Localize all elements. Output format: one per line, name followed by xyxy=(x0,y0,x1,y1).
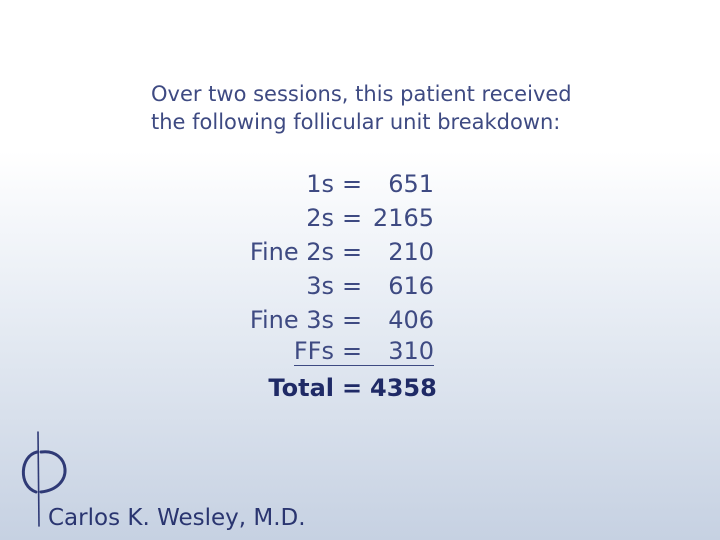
equals-sign: = xyxy=(341,204,363,232)
breakdown-row-3s xyxy=(150,269,434,303)
breakdown-row-fine-3s xyxy=(150,303,434,337)
breakdown-row-fine-2s xyxy=(150,235,434,269)
row-label: 2s xyxy=(306,204,334,232)
underlined-segment xyxy=(294,337,434,366)
row-label: Fine 3s xyxy=(249,306,334,334)
row-value: 616 xyxy=(388,272,434,300)
row-label: 1s xyxy=(306,170,334,198)
row-label: Fine 2s xyxy=(249,238,334,266)
author-name: Carlos K. Wesley, M.D. xyxy=(48,505,306,531)
total-value: 4358 xyxy=(370,374,437,402)
breakdown-row-2s xyxy=(150,201,434,235)
breakdown-row-1s xyxy=(150,167,434,201)
row-label: 3s xyxy=(306,272,334,300)
row-value: 310 xyxy=(388,337,434,365)
breakdown-list xyxy=(150,167,437,405)
equals-sign: = xyxy=(341,374,363,402)
equals-sign: = xyxy=(341,306,363,334)
equals-sign: = xyxy=(341,170,363,198)
row-value: 210 xyxy=(388,238,434,266)
equals-sign: = xyxy=(341,238,363,266)
equals-sign: = xyxy=(341,337,363,365)
row-value: 406 xyxy=(388,306,434,334)
row-label: FFs xyxy=(293,337,334,365)
row-value: 651 xyxy=(388,170,434,198)
equals-sign: = xyxy=(341,272,363,300)
intro-text xyxy=(151,80,611,136)
intro-line-1: Over two sessions, this patient received xyxy=(151,82,572,106)
breakdown-row-total xyxy=(150,371,437,405)
total-label: Total xyxy=(268,374,334,402)
row-value: 2165 xyxy=(372,204,434,232)
breakdown-row-ffs xyxy=(150,337,434,371)
intro-line-2: the following follicular unit breakdown: xyxy=(151,110,561,134)
